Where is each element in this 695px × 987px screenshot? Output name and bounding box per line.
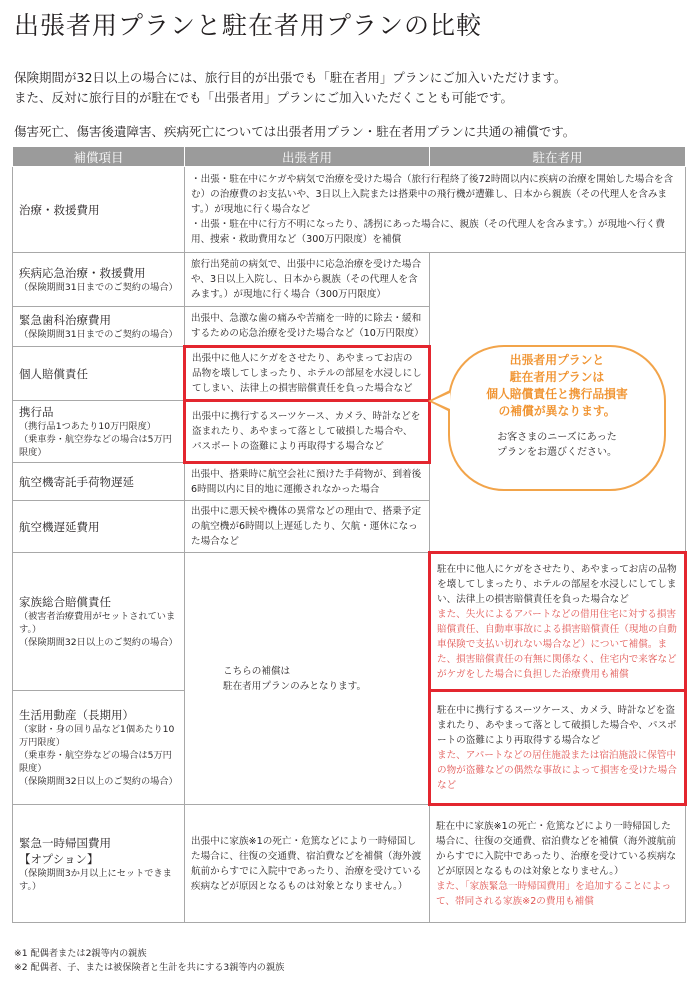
resident-liability-highlight: [430, 553, 686, 691]
business-coverage-cell: [185, 253, 430, 307]
business-belongings-highlight: [185, 401, 430, 463]
row-item-cell: [13, 805, 185, 923]
shared-coverage-cell: [185, 167, 686, 253]
business-coverage-text: 出張中に他人にケガをさせたり、あやまってお店の品物を壊してしまったり、ホテルの部屋を水浸しにしてしまい、法律上の損害賠償責任を負った場合など: [192, 353, 422, 394]
row-item-title: 航空機寄託手荷物遅延: [19, 474, 134, 489]
row-item-title: 疾病応急治療・救援費用: [19, 266, 146, 280]
footnotes: [14, 947, 284, 975]
business-coverage-cell: [185, 307, 430, 347]
table-row: [13, 253, 686, 307]
business-coverage-cell: [185, 463, 430, 501]
business-coverage-cell: [185, 501, 430, 553]
callout-heading: 出張者用プランと 駐在者用プランは 個人賠償責任と携行品損害 の補償が異なります。: [486, 353, 628, 418]
bubble-tail-fill: [432, 393, 450, 409]
row-item-cell: [13, 553, 185, 691]
row-item-note: （保険期間31日までのご契約の場合）: [19, 329, 178, 340]
resident-belongings-highlight: [430, 691, 686, 805]
row-item-cell: [13, 401, 185, 463]
resident-coverage-cell: [430, 805, 686, 923]
footnote-1: ※1 配偶者または2親等内の親族: [14, 948, 147, 959]
row-item-cell: [13, 167, 185, 253]
row-item-title: 生活用動産（長期用）: [19, 708, 134, 722]
row-item-note: （家財・身の回り品など1個あたり10万円限度） （乗車券・航空券などの場合は5万円限度） （保険期間32日以上のご契約の場合）: [19, 724, 178, 787]
row-item-note: （保険期間31日までのご契約の場合）: [19, 282, 178, 293]
comparison-table: [12, 146, 687, 923]
business-coverage-text: 旅行出発前の病気で、出張中に応急治療を受けた場合や、3日以上入院し、日本から親族（その代理人を含みます。）が現地に行く場合（300万円限度）: [191, 259, 422, 300]
resident-coverage-text: 駐在中に他人にケガをさせたり、あやまってお店の品物を壊してしまったり、ホテルの部屋を水浸しにしてしまい、法律上の損害賠償責任を負った場合など: [437, 563, 677, 605]
business-coverage-text: 出張中に携行するスーツケース、カメラ、時計などを盗まれたり、あやまって落として破損した場合や、パスポートの盗難により再取得する場合など: [192, 411, 421, 452]
business-coverage-text: 出張中に家族※1の死亡・危篤などにより一時帰国した場合に、往復の交通費、宿泊費などを補償（海外渡航前からすでに入院中であったり、治療を受けている疾病などが原因となるものは対象となりません。）: [191, 835, 422, 892]
business-coverage-text: 出張中、急激な歯の痛みや苦痛を一時的に除去・緩和するための応急治療を受けた場合など（10万円限度）: [191, 313, 424, 339]
resident-coverage-red-note: また、アパートなどの居住施設または宿泊施設に保管中の物が盗難などの偶然な事故によって損害を受けた場合など: [437, 749, 677, 791]
resident-coverage-red-note: また、「家族緊急一時帰国費用」を追加することによって、帯同される家族※2の費用も補償: [436, 881, 672, 907]
row-item-option-label: 【オプション】: [19, 851, 99, 866]
business-not-applicable-cell: [185, 553, 430, 805]
row-item-title: 治療・救援費用: [19, 202, 100, 217]
row-item-title: 家族総合賠償責任: [19, 595, 111, 609]
page-title: 出張者用プランと駐在者用プランの比較: [14, 11, 483, 40]
row-item-title: 個人賠償責任: [19, 366, 88, 381]
row-item-title: 航空機遅延費用: [19, 519, 100, 534]
row-item-cell: [13, 463, 185, 501]
table-row: [13, 167, 686, 253]
row-item-cell: [13, 307, 185, 347]
row-item-note: （被害者治療費用がセットされています。） （保険期間32日以上のご契約の場合）: [19, 611, 178, 648]
shared-coverage-text: ・出張・駐在中にケガや病気で治療を受けた場合（旅行行程終了後72時間以内に疾病の治療を開始した場合を含む）の治療費のお支払いや、3日以上入院または搭乗中の飛行機が遭難し、日本から親族（その代理人を含みます。）が現地に行く場合など ・出張・駐在中に行方不明になったり、誘拐にあった場合に、親族（その代理人を含みます。）が現地へ行く費用、捜索・救助費用など（300万円限度）を補償: [191, 174, 674, 245]
row-item-title: 緊急歯科治療費用: [19, 313, 111, 327]
table-row: [13, 553, 686, 691]
resident-coverage-red-note: また、失火によるアパートなどの借用住宅に対する損害賠償責任、自動車事故による損害賠償責任（現地の自動車保険で支払い切れない場合など）について補償。また、損害賠償責任の有無に関係なく、住宅内で来客などがケガをした場合に負担した治療費用も補償: [437, 608, 677, 680]
resident-coverage-text: 駐在中に携行するスーツケース、カメラ、時計などを盗まれたり、あやまって落として破損した場合や、パスポートの盗難により再取得する場合など: [437, 704, 677, 746]
row-item-note: （携行品1つあたり10万円限度） （乗車券・航空券などの場合は5万円限度）: [19, 421, 172, 458]
header-coverage-item: 補償項目: [13, 147, 185, 167]
header-business-plan: 出張者用: [185, 147, 430, 167]
row-item-cell: [13, 691, 185, 805]
footnote-2: ※2 配偶者、子、または被保険者と生計を共にする3親等内の親族: [14, 962, 285, 973]
table-row: [13, 805, 686, 923]
common-coverage-note: 傷害死亡、傷害後遺障害、疾病死亡については出張者用プラン・駐在者用プランに共通の補償です。: [14, 124, 576, 139]
intro-text: [14, 68, 566, 108]
callout-body: お客さまのニーズにあった プランをお選びください。: [497, 432, 617, 458]
row-item-cell: [13, 347, 185, 401]
table-header-row: [13, 147, 686, 167]
business-coverage-text: 出張中、搭乗時に航空会社に預けた手荷物が、到着後6時間以内に目的地に運搬されなかった場合: [191, 469, 422, 495]
intro-line-2: また、反対に旅行目的が駐在でも「出張者用」プランにご加入いただくことも可能です。: [14, 90, 514, 105]
resident-coverage-text: 駐在中に家族※1の死亡・危篤などにより一時帰国した場合に、往復の交通費、宿泊費などを補償（海外渡航前からすでに入院中であったり、治療を受けている疾病などが原因となるものは対象となりません。）: [436, 821, 677, 877]
header-resident-plan: 駐在者用: [430, 147, 686, 167]
row-item-cell: [13, 253, 185, 307]
intro-line-1: 保険期間が32日以上の場合には、旅行目的が出張でも「駐在者用」プランにご加入いただけます。: [14, 70, 567, 85]
row-item-note: （保険期間3か月以上にセットできます。）: [19, 867, 172, 892]
row-item-cell: [13, 501, 185, 553]
business-liability-highlight: [185, 347, 430, 401]
row-item-title: 緊急一時帰国費用: [19, 835, 111, 850]
resident-only-note: こちらの補償は 駐在者用プランのみとなります。: [223, 665, 367, 692]
business-coverage-cell: [185, 805, 430, 923]
business-coverage-text: 出張中に悪天候や機体の異常などの理由で、搭乗予定の航空機が6時間以上遅延したり、欠航・運休になった場合など: [191, 506, 422, 547]
row-item-title: 携行品: [19, 405, 54, 419]
